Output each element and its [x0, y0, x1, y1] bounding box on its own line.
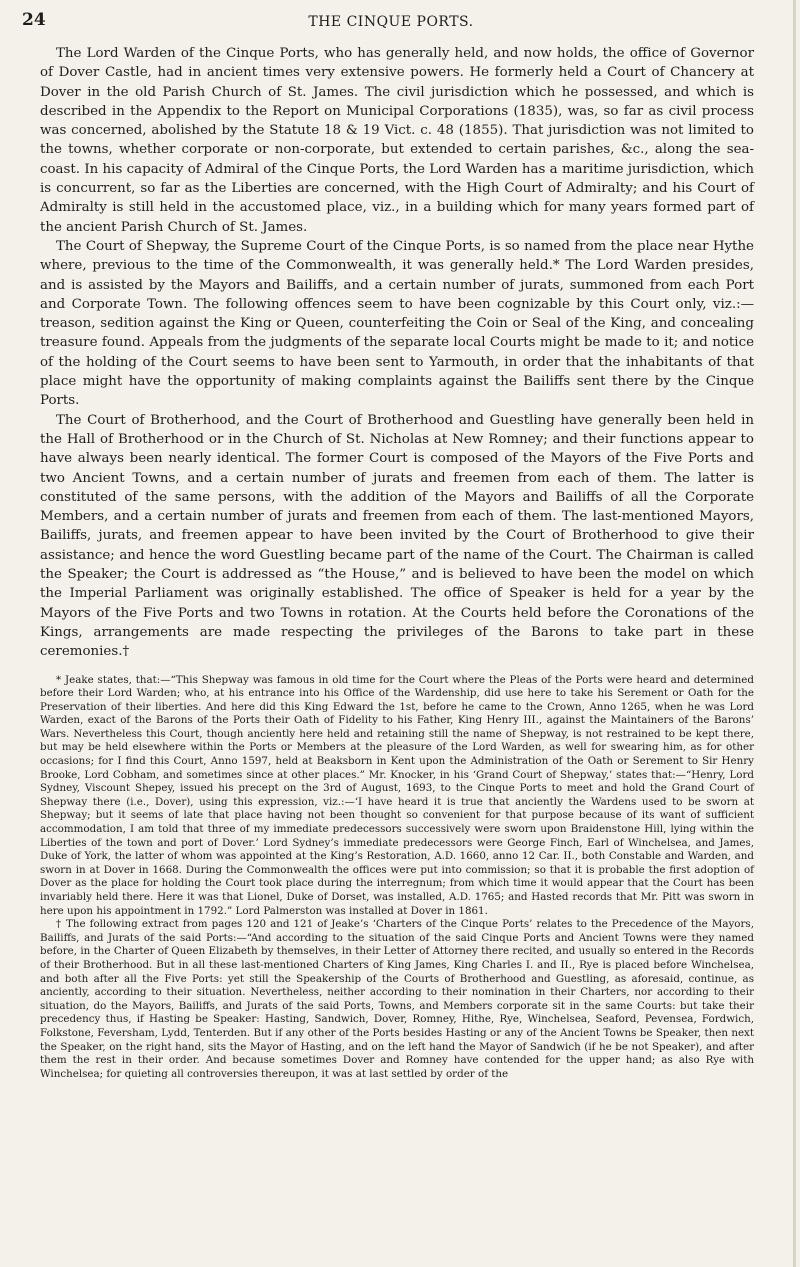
paragraph-court-of-shepway: The Court of Shepway, the Supreme Court of the Cinque Ports, is so named from the place near Hythe where, previous to the time of the Commonwealth, it was generally held.* The Lord Warden presides, and is assisted by the Mayors and Bailiffs, and a certain number of jurats, summoned from each Port and Corporate Town. The following offences seem to have been cognizable by this Court only, viz.:—treason, sedition against the King or Queen, counterfeiting the Coin or Seal of the King, and concealing treasure found. Appeals from the judgments of the separate local Courts might be made to it; and notice of the holding of the Court seems to have been sent to Yarmouth, in order that the inhabitants of that place might have the opportunity of making complaints against the Bailiffs sent there by the Cinque Ports.	[40, 238, 754, 409]
footnote-jeake-shepway: * Jeake states, that:—“This Shepway was famous in old time for the Court where the Pleas of the Ports were heard and determined before their Lord Warden; who, at his entrance into his Office of the Wardenship, did use here to take his Serement or Oath for the Preservation of their liberties. And here did this King Edward the 1st, before he came to the Crown, Anno 1265, when he was Lord Warden, exact of the Barons of the Ports their Oath of Fidelity to his Father, King Henry III., against the Maintainers of the Barons’ Wars. Nevertheless this Court, though anciently here held and retaining still the name of Shepway, is not restrained to be kept there, but may be held elsewhere within the Ports or Members at the pleasure of the Lord Warden, as well for swearing him, as for other occasions; for I find this Court, Anno 1597, held at Beaksborn in Kent upon the Administration of the Oath or Serement to Sir Henry Brooke, Lord Cobham, and sometimes since at other places.” Mr. Knocker, in his ‘Grand Court of Shepway,’ states that:—“Henry, Lord Sydney, Viscount Shepey, issued his precept on the 3rd of August, 1693, to the Cinque Ports to meet and hold the Grand Court of Shepway there (i.e., Dover), using this expression, viz.:—‘I have heard it is true that anciently the Wardens used to be sworn at Shepway; but it seems of late that place having not been thought so convenient for that purpose because of its want of sufficient accommodation, I am told that three of my immediate predecessors successively were sworn upon Braidenstone Hill, lying within the Liberties of the town and port of Dover.’ Lord Sydney’s immediate predecessors were George Finch, Earl of Winchelsea, and James, Duke of York, the latter of whom was appointed at the King’s Restoration, A.D. 1660, anno 12 Car. II., both Constable and Warden, and sworn in at Dover in 1668. During the Commonwealth the offices were put into commission; so that it is probable the first adoption of Dover as the place for holding the Court took place during the interregnum; from which time it would appear that the Court has been invariably held there. Here it was that Lionel, Duke of Dorset, was installed, A.D. 1765; and Hasted records that Mr. Pitt was sworn in here upon his appointment in 1792.” Lord Palmerston was installed at Dover in 1861.	[40, 673, 754, 917]
footnotes	[40, 674, 754, 1082]
page-edge	[793, 0, 796, 1267]
page-number: 24	[22, 10, 46, 30]
page-body	[40, 44, 754, 1081]
page-header	[22, 10, 760, 36]
paragraph-court-of-brotherhood: The Court of Brotherhood, and the Court of Brotherhood and Guestling have generally been held in the Hall of Brotherhood or in the Church of St. Nicholas at New Romney; and their functions appear to have always been nearly identical. The former Court is composed of the Mayors of the Five Ports and two Ancient Towns, and a certain number of jurats and freemen from each of them. The latter is constituted of the same persons, with the addition of the Mayors and Bailiffs of all the Corporate Members, and a certain number of jurats and freemen from each of them. The last-mentioned Mayors, Bailiffs, jurats, and freemen appear to have been invited by the Court of Brotherhood to give their assistance; and hence the word Guestling became part of the name of the Court. The Chairman is called the Speaker; the Court is addressed as “the House,” and is believed to have been the model on which the Imperial Parliament was originally established. The office of Speaker is held for a year by the Mayors of the Five Ports and two Towns in rotation. At the Courts held before the Coronations of the Kings, arrangements are made respecting the privileges of the Barons to take part in these ceremonies.†	[40, 412, 754, 660]
running-title: THE CINQUE PORTS.	[308, 14, 474, 30]
footnote-precedence: † The following extract from pages 120 and 121 of Jeake’s ‘Charters of the Cinque Ports’ relates to the Precedence of the Mayors, Bailiffs, and Jurats of the said Ports:—“And according to the situation of the said Cinque Ports and Ancient Towns were they named before, in the Charter of Queen Elizabeth by themselves, in their Letter of Attorney there recited, and usually so entered in the Records of their Brotherhood. But in all these last-mentioned Charters of King James, King Charles I. and II., Rye is placed before Winchelsea, and both after all the Five Ports: yet still the Speakership of the Courts of Brotherhood and Guestling, as aforesaid, continue, as anciently, according to their situation. Nevertheless, neither according to their nomination in their Charters, nor according to their situation, do the Mayors, Bailiffs, and Jurats of the said Ports, Towns, and Members corporate sit in the same Courts: but take their precedency thus, if Hasting be Speaker: Hasting, Sandwich, Dover, Romney, Hithe, Rye, Winchelsea, Seaford, Pevensea, Fordwich, Folkstone, Feversham, Lydd, Tenterden. But if any other of the Ports besides Hasting or any of the Ancient Towns be Speaker, then next the Speaker, on the right hand, sits the Mayor of Hasting, and on the left hand the Mayor of Sandwich (if he be not Speaker), and after them the rest in their order. And because sometimes Dover and Romney have contended for the upper hand; as also Rye with Winchelsea; for quieting all controversies thereupon, it was at last settled by order of the	[40, 918, 754, 1080]
paragraph-lord-warden: The Lord Warden of the Cinque Ports, who has generally held, and now holds, the office of Governor of Dover Castle, had in ancient times very extensive powers. He formerly held a Court of Chancery at Dover in the old Parish Church of St. James. The civil jurisdiction which he possessed, and which is described in the Appendix to the Report on Municipal Corporations (1835), was, so far as civil process was concerned, abolished by the Statute 18 & 19 Vict. c. 48 (1855). That jurisdiction was not limited to the towns, whether corporate or non-corporate, but extended to certain parishes, &c., along the sea-coast. In his capacity of Admiral of the Cinque Ports, the Lord Warden has a maritime jurisdiction, which is concurrent, so far as the Liberties are concerned, with the High Court of Admiralty; and his Court of Admiralty is still held in the accustomed place, viz., in a building which for many years formed part of the ancient Parish Church of St. James.	[40, 46, 754, 235]
